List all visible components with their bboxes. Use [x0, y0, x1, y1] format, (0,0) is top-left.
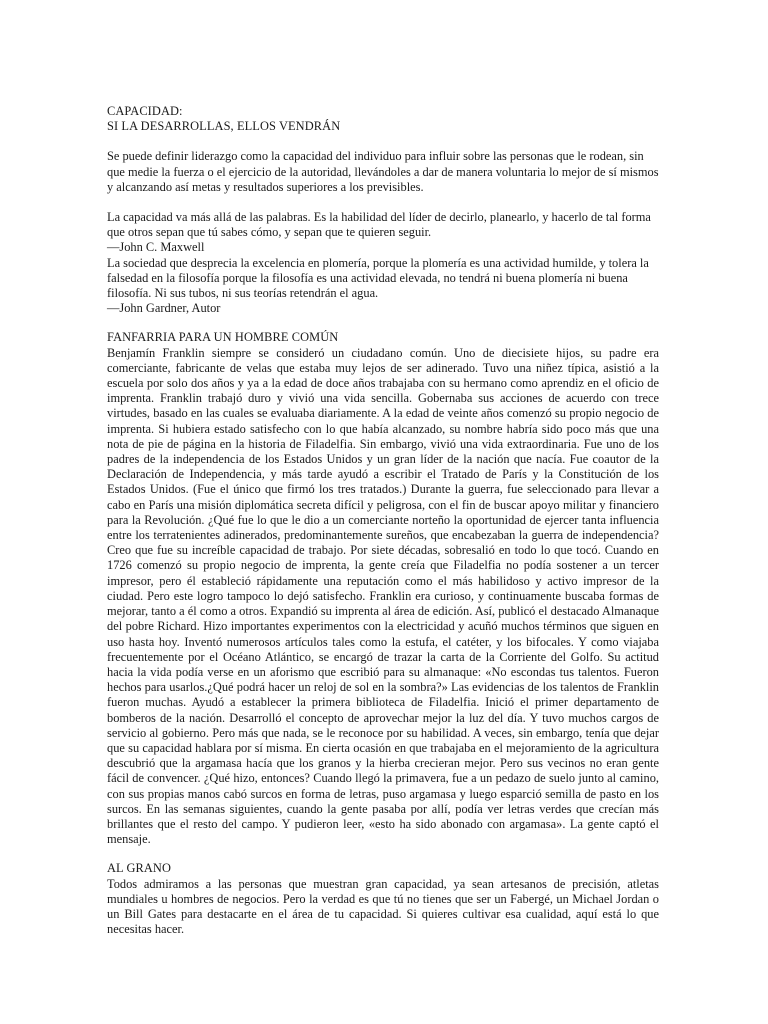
- section-heading-fanfarria: FANFARRIA PARA UN HOMBRE COMÚN: [107, 330, 339, 345]
- spacer: [107, 847, 659, 861]
- intro-paragraph: Se puede definir liderazgo como la capacidad del individuo para influir sobre las personas que le rodean, sin que medie la fuerza o el ejercicio de la autoridad, llevándoles a dar de manera voluntaria lo mejor de sí mismos y alcanzando así metas y resultados superiores a los previsibles.: [107, 149, 659, 194]
- document-title-line-1: CAPACIDAD:: [107, 104, 183, 118]
- section-heading-al-grano: AL GRANO: [107, 861, 172, 876]
- quote-gardner-author: —John Gardner, Autor: [107, 301, 221, 316]
- spacer: [107, 134, 659, 149]
- spacer: [107, 316, 659, 330]
- section-body-fanfarria: Benjamín Franklin siempre se consideró un ciudadano común. Uno de diecisiete hijos, su padre era comerciante, fabricante de velas que estaba muy lejos de ser adinerado. Tuvo una niñez típica, asistió a la escuela por solo dos años y ya a la edad de doce años trabajaba con su hermano como aprendiz en el oficio de imprenta. Franklin trabajó duro y vivió una vida sencilla. Gobernaba sus acciones de acuerdo con trece virtudes, basado en las cuales se evaluaba diariamente. A la edad de veinte años comenzó su propio negocio de imprenta. Si hubiera estado satisfecho con lo que había alcanzado, su nombre habría sido poco más que una nota de pie de página en la historia de Filadelfia. Sin embargo, vivió una vida extraordinaria. Fue uno de los padres de la independencia de los Estados Unidos y un gran líder de la nación que nacía. Fue coautor de la Declaración de Independencia, y más tarde ayudó a escribir el Tratado de París y la Constitución de los Estados Unidos. (Fue el único que firmó los tres tratados.) Durante la guerra, fue seleccionado para llevar a cabo en París una misión diplomática secreta difícil y peligrosa, con el fin de buscar apoyo militar y financiero para la Revolución. ¿Qué fue lo que le dio a un comerciante norteño la oportunidad de ejercer tanta influencia entre los terratenientes adinerados, predominantemente sureños, que encabezaban la guerra de independencia? Creo que fue su increíble capacidad de trabajo. Por siete décadas, sobresalió en todo lo que tocó. Cuando en 1726 comenzó su propio negocio de imprenta, la gente creía que Filadelfia no podía sostener a un tercer impresor, pero él estableció rápidamente una reputación como el más habilidoso y activo impresor de la ciudad. Pero este logro tampoco lo dejó satisfecho. Franklin era curioso, y continuamente buscaba formas de mejorar, tanto a él como a otros. Expandió su imprenta al área de edición. Así, publicó el destacado Almanaque del pobre Richard. Hizo importantes experimentos con la electricidad y acuñó muchos términos que siguen en uso hasta hoy. Inventó numerosos artículos tales como la estufa, el catéter, y los bifocales. Y como viajaba frecuentemente por el Océano Atlántico, se encargó de trazar la carta de la Corriente del Golfo. Su actitud hacia la vida podía verse en un aforismo que escribió para su almanaque: «No escondas tus talentos. Fueron hechos para usarlos.¿Qué podrá hacer un reloj de sol en la sombra?» Las evidencias de los talentos de Franklin fueron muchas. Ayudó a establecer la primera biblioteca de Filadelfia. Inició el primer departamento de bomberos de la nación. Desarrolló el concepto de aprovechar mejor la luz del día. Y tuvo muchos cargos de servicio al gobierno. Pero más que nada, se le reconoce por su habilidad. A veces, sin embargo, tenía que dejar que su capacidad hablara por sí misma. En cierta ocasión en que trabajaba en el mejoramiento de la agricultura descubrió que la argamasa hacía que los granos y la hierba crecieran mejor. Pero sus vecinos no eran gente fácil de convencer. ¿Qué hizo, entonces? Cuando llegó la primavera, fue a un pedazo de suelo junto al camino, con sus propias manos cabó surcos en forma de letras, puso argamasa y luego esparció semilla de pasto en los surcos. En las semanas siguientes, cuando la gente pasaba por allí, podía ver letras verdes que crecían más brillantes que el resto del campo. Y pudieron leer, «esto ha sido abonado con argamasa». La gente captó el mensaje.: [107, 345, 659, 847]
- section-body-al-grano: Todos admiramos a las personas que muestran gran capacidad, ya sean artesanos de precisión, atletas mundiales u hombres de negocios. Pero la verdad es que tú no tienes que ser un Fabergé, un Michael Jordan o un Bill Gates para destacarte en el área de tu capacidad. Si quieres cultivar esa cualidad, aquí está lo que necesitas hacer.: [107, 876, 659, 937]
- quote-maxwell-author: —John C. Maxwell: [107, 240, 205, 255]
- quote-maxwell: La capacidad va más allá de las palabras. Es la habilidad del líder de decirlo, planearlo, y hacerlo de tal forma que otros sepan que tú sabes cómo, y sepan que te quieren seguir.: [107, 210, 651, 240]
- document-page: [107, 104, 659, 937]
- quote-gardner: La sociedad que desprecia la excelencia en plomería, porque la plomería es una actividad humilde, y tolera la falsedad en la filosofía porque la filosofía es una actividad elevada, no tendrá ni buena plomería ni buena filosofía. Ni sus tubos, ni sus teorías retendrán el agua.: [107, 255, 649, 301]
- document-title-line-2: SI LA DESARROLLAS, ELLOS VENDRÁN: [107, 119, 341, 134]
- spacer: [107, 195, 659, 210]
